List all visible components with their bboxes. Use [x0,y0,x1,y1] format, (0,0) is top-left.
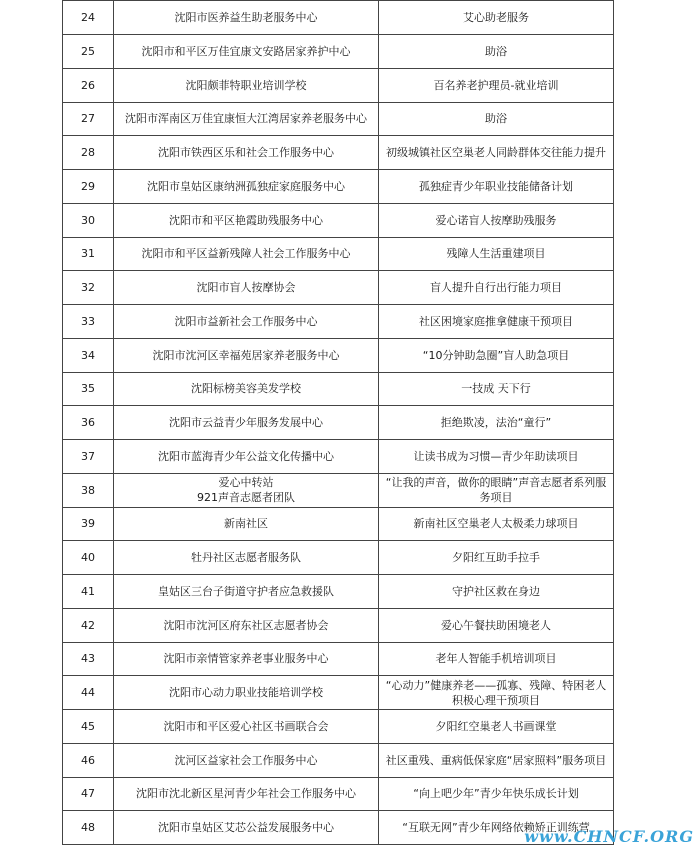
table-row [63,102,614,136]
organization-name: 新南社区 [114,507,379,541]
organization-name: 爱心中转站 921声音志愿者团队 [114,473,379,507]
table-row [63,68,614,102]
row-number: 28 [63,136,114,170]
table-row [63,743,614,777]
table-row [63,608,614,642]
project-name: 守护社区救在身边 [379,575,614,609]
row-number: 45 [63,710,114,744]
organization-name: 沈阳市云益青少年服务发展中心 [114,406,379,440]
organization-name: 沈阳市心动力职业技能培训学校 [114,676,379,710]
table-row [63,35,614,69]
organization-name: 沈阳市沈河区府东社区志愿者协会 [114,608,379,642]
table-row [63,338,614,372]
organization-name: 沈阳市亲情管家养老事业服务中心 [114,642,379,676]
organization-name: 沈阳市铁西区乐和社会工作服务中心 [114,136,379,170]
project-name: 社区困境家庭推拿健康干预项目 [379,305,614,339]
table-row [63,237,614,271]
project-name: “互联无网”青少年网络依赖矫正训练营 [379,811,614,845]
row-number: 48 [63,811,114,845]
table-row [63,406,614,440]
row-number: 31 [63,237,114,271]
organization-name: 沈阳市和平区艳霞助残服务中心 [114,203,379,237]
project-name: 残障人生活重建项目 [379,237,614,271]
project-name: 初级城镇社区空巢老人同龄群体交往能力提升 [379,136,614,170]
row-number: 39 [63,507,114,541]
table-row [63,271,614,305]
organization-name: 沈阳市皇姑区康纳洲孤独症家庭服务中心 [114,170,379,204]
row-number: 35 [63,372,114,406]
table-row [63,170,614,204]
project-name: 百名养老护理员-就业培训 [379,68,614,102]
project-name: 爱心午餐扶助困境老人 [379,608,614,642]
table-row [63,710,614,744]
project-name: “10分钟助急圈”盲人助急项目 [379,338,614,372]
project-name: 孤独症青少年职业技能储备计划 [379,170,614,204]
table-row [63,575,614,609]
project-name: 拒绝欺凌，法治“童行” [379,406,614,440]
project-name: 助浴 [379,102,614,136]
table-row [63,676,614,710]
project-name: 爱心诺盲人按摩助残服务 [379,203,614,237]
organization-name: 沈阳市益新社会工作服务中心 [114,305,379,339]
row-number: 29 [63,170,114,204]
row-number: 34 [63,338,114,372]
table-row [63,203,614,237]
organization-name: 沈阳市和平区益新残障人社会工作服务中心 [114,237,379,271]
table-row [63,541,614,575]
organization-name: 沈阳市沈北新区星河青少年社会工作服务中心 [114,777,379,811]
row-number: 36 [63,406,114,440]
row-number: 44 [63,676,114,710]
row-number: 30 [63,203,114,237]
row-number: 47 [63,777,114,811]
table-row [63,642,614,676]
row-number: 24 [63,1,114,35]
row-number: 27 [63,102,114,136]
project-name: 艾心助老服务 [379,1,614,35]
project-table [62,0,614,845]
row-number: 26 [63,68,114,102]
organization-name: 沈阳市浑南区万佳宜康恒大江湾居家养老服务中心 [114,102,379,136]
organization-name: 皇姑区三台子街道守护者应急救援队 [114,575,379,609]
organization-name: 沈阳市医养益生助老服务中心 [114,1,379,35]
organization-name: 沈阳市沈河区幸福苑居家养老服务中心 [114,338,379,372]
table-row [63,507,614,541]
organization-name: 沈阳市皇姑区艾芯公益发展服务中心 [114,811,379,845]
table-row [63,372,614,406]
organization-name: 牡丹社区志愿者服务队 [114,541,379,575]
row-number: 46 [63,743,114,777]
table-row [63,777,614,811]
project-name: 盲人提升自行出行能力项目 [379,271,614,305]
project-name: “心动力”健康养老——孤寡、残障、特困老人积极心理干预项目 [379,676,614,710]
project-name: 夕阳红空巢老人书画课堂 [379,710,614,744]
project-name: 让读书成为习惯—青少年助读项目 [379,440,614,474]
row-number: 37 [63,440,114,474]
organization-name: 沈河区益家社会工作服务中心 [114,743,379,777]
row-number: 33 [63,305,114,339]
row-number: 25 [63,35,114,69]
project-name: 老年人智能手机培训项目 [379,642,614,676]
row-number: 38 [63,473,114,507]
row-number: 32 [63,271,114,305]
row-number: 42 [63,608,114,642]
project-name: 夕阳红互助手拉手 [379,541,614,575]
table-row [63,440,614,474]
row-number: 40 [63,541,114,575]
row-number: 41 [63,575,114,609]
table-row [63,305,614,339]
organization-name: 沈阳市盲人按摩协会 [114,271,379,305]
project-name: 新南社区空巢老人太极柔力球项目 [379,507,614,541]
organization-name: 沈阳市蓝海青少年公益文化传播中心 [114,440,379,474]
organization-name: 沈阳颇菲特职业培训学校 [114,68,379,102]
project-name: 助浴 [379,35,614,69]
table-row [63,473,614,507]
project-name: “让我的声音，做你的眼睛”声音志愿者系列服务项目 [379,473,614,507]
table-row [63,136,614,170]
project-name: 社区重残、重病低保家庭“居家照料”服务项目 [379,743,614,777]
organization-name: 沈阳标榜美容美发学校 [114,372,379,406]
organization-name: 沈阳市和平区爱心社区书画联合会 [114,710,379,744]
row-number: 43 [63,642,114,676]
project-name: “向上吧少年”青少年快乐成长计划 [379,777,614,811]
project-name: 一技成 天下行 [379,372,614,406]
table-row [63,1,614,35]
site-watermark: www.CHNCF.ORG [524,827,694,846]
organization-name: 沈阳市和平区万佳宜康文安路居家养护中心 [114,35,379,69]
